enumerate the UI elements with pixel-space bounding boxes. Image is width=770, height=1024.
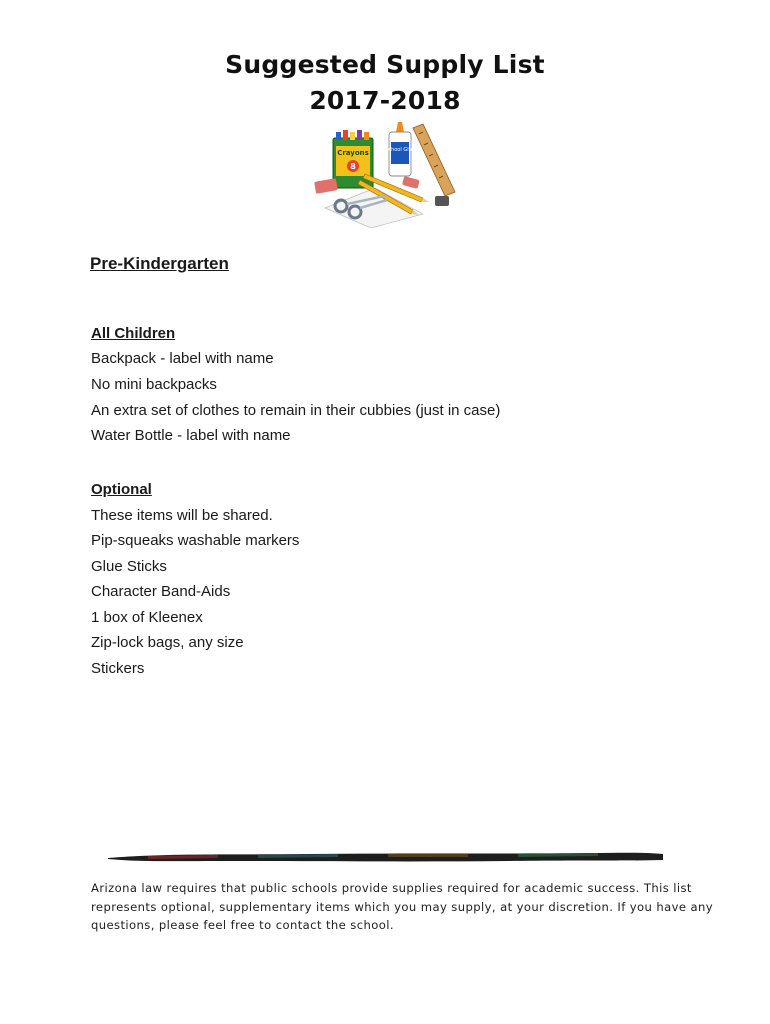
glue-bottle-icon (385, 122, 415, 176)
legal-notice-line: questions, please feel free to contact the school. (91, 918, 394, 932)
page-title: Suggested Supply List (225, 50, 545, 79)
svg-text:School Glue: School Glue (385, 147, 415, 153)
ruler-icon (413, 124, 455, 196)
grade-heading: Pre-Kindergarten (90, 254, 229, 273)
list-item: Water Bottle - label with name (91, 427, 291, 444)
list-item: 1 box of Kleenex (91, 609, 203, 626)
decorative-divider (108, 848, 663, 866)
legal-notice-line: represents optional, supplementary items which you may supply, at your discretion. If you have any (91, 899, 713, 914)
eraser-icon (402, 176, 420, 189)
legal-notice (91, 879, 713, 935)
list-item: Stickers (91, 660, 145, 677)
list-item: Character Band-Aids (91, 583, 231, 600)
list-item: Pip-squeaks washable markers (91, 532, 300, 549)
optional-heading: Optional (91, 481, 152, 498)
list-item: These items will be shared. (91, 507, 273, 524)
legal-notice-line: Arizona law requires that public schools provide supplies required for academic success. This list (91, 881, 692, 895)
list-item: An extra set of clothes to remain in their cubbies (just in case) (91, 402, 501, 419)
svg-text:8: 8 (350, 162, 356, 171)
school-year: 2017-2018 (309, 86, 461, 115)
list-item: Glue Sticks (91, 558, 167, 575)
all-children-heading: All Children (91, 325, 176, 342)
eraser-icon (314, 178, 338, 194)
school-supplies-illustration (305, 118, 465, 228)
pencil-sharpener-icon (435, 196, 449, 206)
svg-text:Crayons: Crayons (337, 149, 369, 157)
list-item: Backpack - label with name (91, 350, 274, 367)
list-item: Zip-lock bags, any size (91, 634, 244, 651)
list-item: No mini backpacks (91, 376, 217, 393)
